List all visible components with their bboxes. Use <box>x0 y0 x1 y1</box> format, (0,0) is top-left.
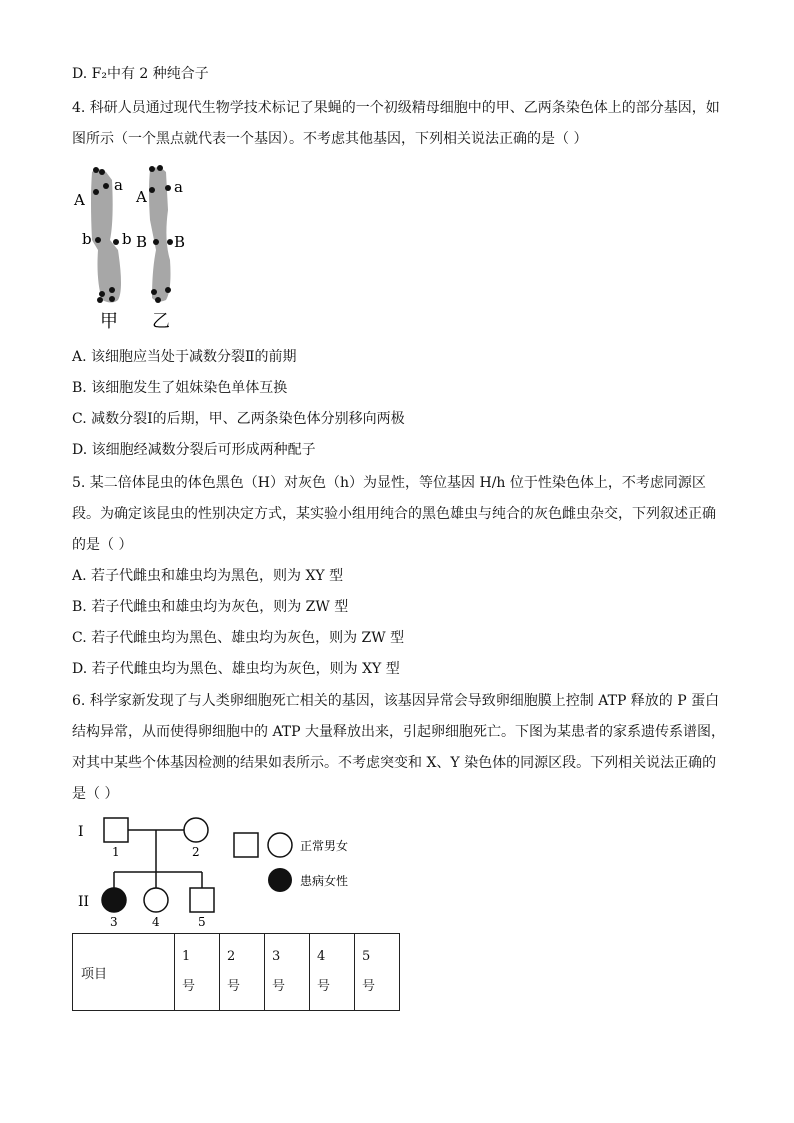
individual-number: 5 <box>198 915 206 929</box>
q5-option-c: C. 若子代雌虫均为黑色、雄虫均为灰色，则为 ZW 型 <box>72 630 405 646</box>
individual-number: 3 <box>110 915 118 929</box>
individual-number: 1 <box>112 845 120 859</box>
chromosome-figure <box>72 160 202 335</box>
gene-label: B <box>136 233 148 251</box>
q6-stem-line2: 结构异常，从而使得卵细胞中的 ATP 大量释放出来，引起卵细胞死亡。下图为某患者的家系遗传系谱图， <box>72 724 726 740</box>
legend-female-symbol <box>268 833 292 857</box>
q3-option-d: D. F₂中有 2 种纯合子 <box>72 66 209 82</box>
chromosome-label-jia: 甲 <box>100 311 118 332</box>
table-column-2: 2 号 <box>220 934 265 1011</box>
q4-stem-line1: 4. 科研人员通过现代生物学技术标记了果蝇的一个初级精母细胞中的甲、乙两条染色体上的部分基因，如 <box>72 100 720 116</box>
chromosome-jia <box>73 167 132 332</box>
generation-label: I <box>78 824 84 840</box>
q4-option-b: B. 该细胞发生了姐妹染色单体互换 <box>72 380 288 396</box>
q5-option-a: A. 若子代雌虫和雄虫均为黑色，则为 XY 型 <box>72 568 344 584</box>
q5-option-b: B. 若子代雌虫和雄虫均为灰色，则为 ZW 型 <box>72 599 349 615</box>
pedigree-chart <box>72 812 372 930</box>
generation-label: II <box>78 894 90 910</box>
q5-stem-line3: 的是（ ） <box>72 537 133 553</box>
female-normal-symbol <box>144 888 168 912</box>
legend-affected-label: 患病女性 <box>300 874 349 888</box>
table-row <box>73 934 400 1011</box>
gene-label: a <box>114 176 123 194</box>
gene-label: a <box>174 178 183 196</box>
q6-stem-line1: 6. 科学家新发现了与人类卵细胞死亡相关的基因，该基因异常会导致卵细胞膜上控制 ATP 释放的 P 蛋白 <box>72 693 720 709</box>
chromosome-label-yi: 乙 <box>152 311 170 332</box>
q5-stem-line2: 段。为确定该昆虫的性别决定方式，某实验小组用纯合的黑色雄虫与纯合的灰色雌虫杂交，下列叙述正确 <box>72 506 716 522</box>
gene-label: B <box>174 233 186 251</box>
q5-option-d: D. 若子代雌虫均为黑色、雄虫均为灰色，则为 XY 型 <box>72 661 400 677</box>
legend-male-symbol <box>234 833 258 857</box>
gene-test-table <box>72 933 400 1011</box>
female-affected-symbol <box>102 888 126 912</box>
gene-label: A <box>74 191 85 209</box>
male-normal-symbol <box>104 818 128 842</box>
table-column-4: 4 号 <box>310 934 355 1011</box>
table-column-1: 1 号 <box>175 934 220 1011</box>
q6-stem-line3: 对其中某些个体基因检测的结果如表所示。不考虑突变和 X、Y 染色体的同源区段。下列相关说法正确的 <box>72 755 717 771</box>
legend-affected-symbol <box>268 868 292 892</box>
table-column-3: 3 号 <box>265 934 310 1011</box>
table-header-cell: 项目 <box>73 934 175 1011</box>
individual-number: 2 <box>192 845 200 859</box>
gene-label: A <box>136 188 147 206</box>
female-normal-symbol <box>184 818 208 842</box>
q6-stem-line4: 是（ ） <box>72 786 119 802</box>
gene-label: b <box>82 230 92 248</box>
q4-option-c: C. 减数分裂Ⅰ的后期，甲、乙两条染色体分别移向两极 <box>72 411 405 427</box>
gene-label: b <box>122 230 132 248</box>
male-normal-symbol <box>190 888 214 912</box>
individual-number: 4 <box>152 915 160 929</box>
q4-option-d: D. 该细胞经减数分裂后可形成两种配子 <box>72 442 316 458</box>
q5-stem-line1: 5. 某二倍体昆虫的体色黑色（H）对灰色（h）为显性，等位基因 H/h 位于性染色体上，不考虑同源区 <box>72 475 706 491</box>
table-column-5: 5 号 <box>355 934 400 1011</box>
q4-stem-line2: 图所示（一个黑点就代表一个基因）。不考虑其他基因，下列相关说法正确的是（ ） <box>72 131 588 147</box>
legend-normal-label: 正常男女 <box>300 839 349 853</box>
chromosome-yi <box>135 165 185 332</box>
q4-option-a: A. 该细胞应当处于减数分裂Ⅱ的前期 <box>72 349 297 365</box>
